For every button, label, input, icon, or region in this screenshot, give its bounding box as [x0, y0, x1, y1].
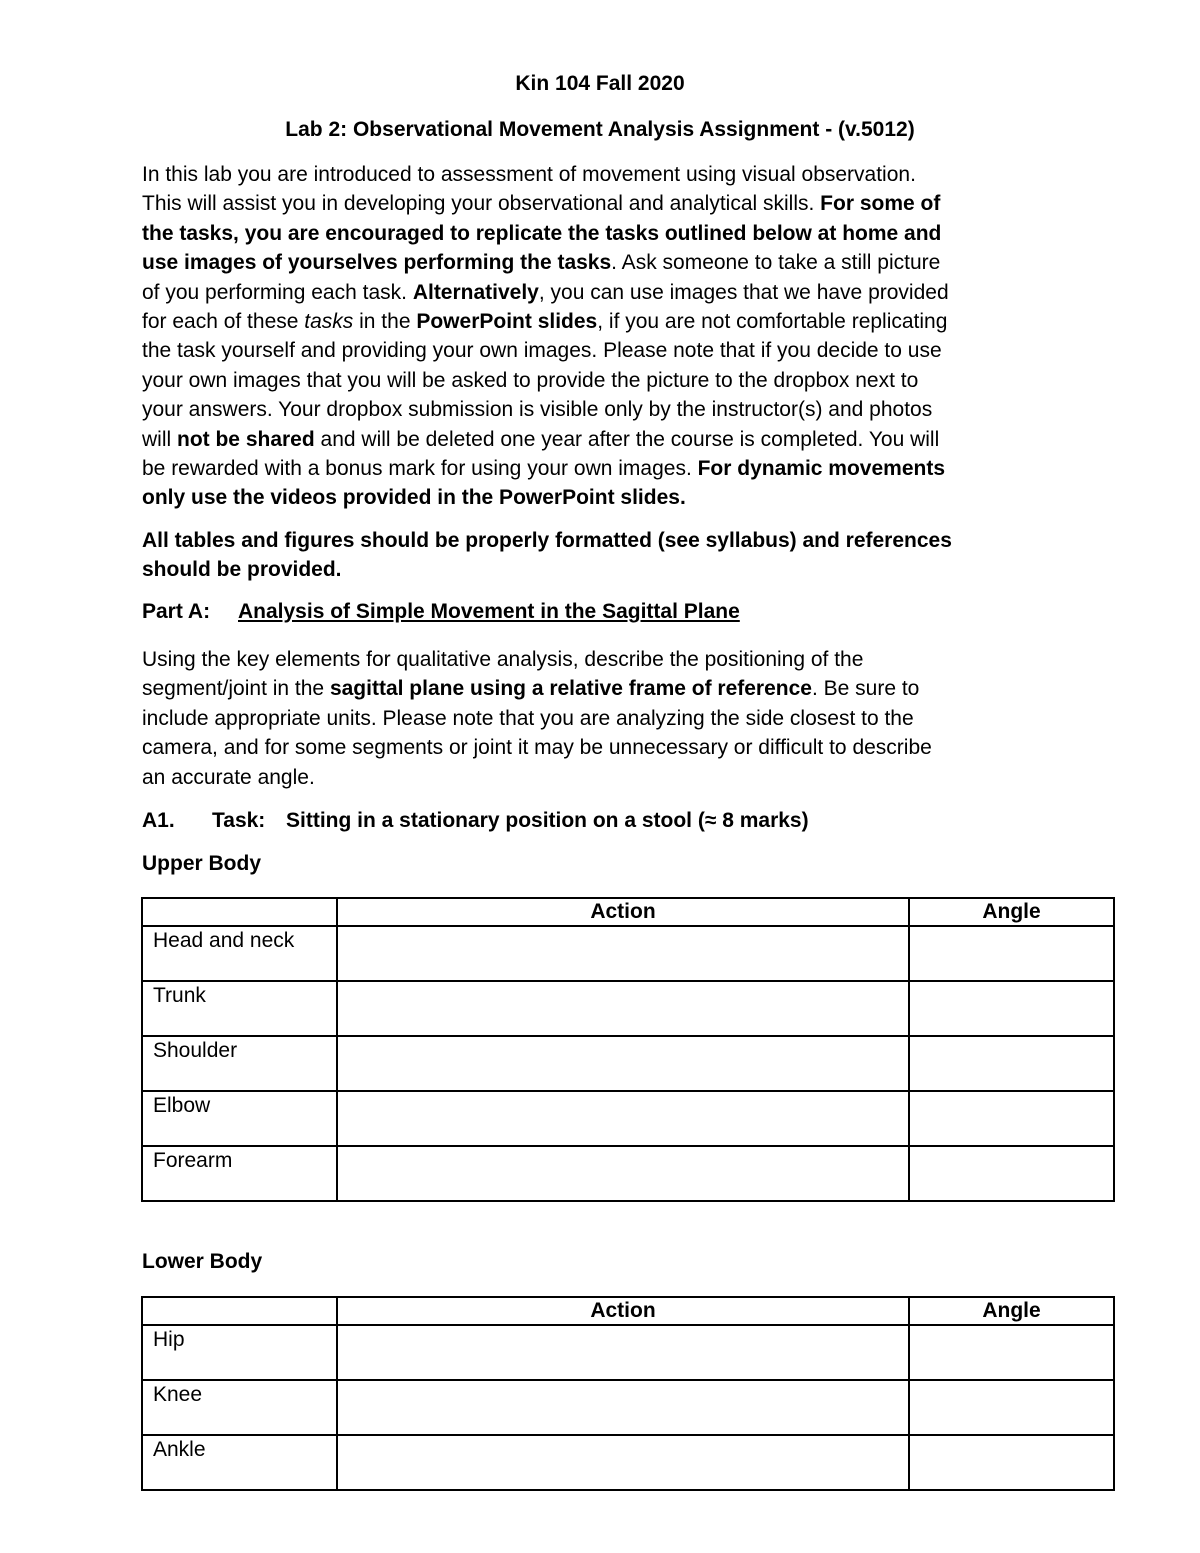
action-cell[interactable]	[337, 1091, 909, 1146]
row-label: Shoulder	[142, 1036, 337, 1091]
upper-body-heading: Upper Body	[142, 852, 262, 875]
table-row	[142, 1325, 1114, 1380]
header-cell-action: Action	[337, 1297, 909, 1325]
row-label: Hip	[142, 1325, 337, 1380]
note-line: All tables and figures should be properly formatted (see syllabus) and references	[142, 529, 952, 552]
action-cell[interactable]	[337, 1036, 909, 1091]
action-cell[interactable]	[337, 926, 909, 981]
note-line: should be provided.	[142, 558, 342, 582]
angle-cell[interactable]	[909, 1325, 1114, 1380]
text-bold: not be shared	[177, 427, 315, 451]
intro-line: only use the videos provided in the PowerPoint slides.	[142, 486, 686, 510]
text-italic: tasks	[304, 310, 354, 334]
action-cell[interactable]	[337, 1380, 909, 1435]
text: and will be deleted one year after the course is completed. You will	[314, 427, 940, 451]
intro-paragraph	[142, 160, 1072, 513]
header-cell-blank	[142, 1297, 337, 1325]
angle-cell[interactable]	[909, 1435, 1114, 1490]
intro-line	[142, 307, 1072, 336]
header-cell-angle: Angle	[909, 1297, 1114, 1325]
part-a-line: camera, and for some segments or joint it may be unnecessary or difficult to describe	[142, 736, 932, 760]
intro-line	[142, 454, 1072, 483]
table-row	[142, 981, 1114, 1036]
row-label: Ankle	[142, 1435, 337, 1490]
intro-line	[142, 189, 1072, 218]
angle-cell[interactable]	[909, 1036, 1114, 1091]
part-a-line: Using the key elements for qualitative analysis, describe the positioning of the	[142, 648, 864, 671]
intro-line	[142, 278, 1072, 307]
angle-cell[interactable]	[909, 981, 1114, 1036]
row-label: Knee	[142, 1380, 337, 1435]
action-cell[interactable]	[337, 1435, 909, 1490]
text: in the	[353, 310, 417, 334]
text: , if you are not comfortable replicating	[597, 310, 948, 334]
row-label: Trunk	[142, 981, 337, 1036]
table-row	[142, 1146, 1114, 1201]
text-bold: For dynamic movements	[697, 457, 946, 481]
text-bold: use images of yourselves performing the tasks	[142, 251, 612, 275]
lower-body-table	[141, 1296, 1115, 1491]
intro-line: In this lab you are introduced to assessment of movement using visual observation.	[142, 163, 916, 186]
task-number: A1.	[142, 809, 175, 832]
upper-body-table	[141, 897, 1115, 1202]
lab-title: Lab 2: Observational Movement Analysis Assignment - (v.5012)	[285, 118, 915, 141]
text: will	[142, 427, 177, 451]
row-label: Head and neck	[142, 926, 337, 981]
text-bold: sagittal plane using a relative frame of reference	[329, 677, 812, 701]
angle-cell[interactable]	[909, 1380, 1114, 1435]
action-cell[interactable]	[337, 1146, 909, 1201]
formatting-note	[142, 526, 1072, 585]
part-a-line	[142, 674, 1072, 703]
table-header-row	[142, 898, 1114, 926]
table-row	[142, 1380, 1114, 1435]
task-description: Sitting in a stationary position on a stool (≈ 8 marks)	[286, 809, 809, 832]
header-cell-angle: Angle	[909, 898, 1114, 926]
table-row	[142, 1435, 1114, 1490]
text: , you can use images that we have provided	[538, 280, 949, 304]
part-a-label: Part A:	[142, 600, 211, 623]
part-a-paragraph	[142, 645, 1072, 792]
angle-cell[interactable]	[909, 926, 1114, 981]
text: segment/joint in the	[142, 677, 330, 701]
intro-line	[142, 248, 1072, 277]
text: be rewarded with a bonus mark for using your own images.	[142, 457, 698, 481]
part-a-line: an accurate angle.	[142, 765, 315, 789]
text: . Be sure to	[811, 677, 920, 701]
text: This will assist you in developing your observational and analytical skills.	[142, 192, 821, 216]
intro-line: the tasks, you are encouraged to replicate the tasks outlined below at home and	[142, 221, 942, 245]
angle-cell[interactable]	[909, 1091, 1114, 1146]
intro-line	[142, 425, 1072, 454]
text-bold: For some of	[820, 192, 941, 216]
intro-line: the task yourself and providing your own images. Please note that if you decide to use	[142, 339, 942, 363]
part-a-line: include appropriate units. Please note that you are analyzing the side closest to the	[142, 706, 914, 730]
row-label: Forearm	[142, 1146, 337, 1201]
text-bold: PowerPoint slides	[416, 310, 598, 334]
part-a-title: Analysis of Simple Movement in the Sagittal Plane	[238, 600, 740, 623]
table-row	[142, 1091, 1114, 1146]
text: of you performing each task.	[142, 280, 413, 304]
table-row	[142, 1036, 1114, 1091]
text-bold: Alternatively	[412, 280, 539, 304]
table-row	[142, 926, 1114, 981]
course-title: Kin 104 Fall 2020	[515, 72, 685, 95]
table-header-row	[142, 1297, 1114, 1325]
text: for each of these	[142, 310, 305, 334]
task-label: Task:	[212, 809, 266, 832]
action-cell[interactable]	[337, 1325, 909, 1380]
intro-line: your answers. Your dropbox submission is visible only by the instructor(s) and photos	[142, 398, 933, 422]
intro-line: your own images that you will be asked to provide the picture to the dropbox next to	[142, 368, 919, 392]
angle-cell[interactable]	[909, 1146, 1114, 1201]
lower-body-heading: Lower Body	[142, 1250, 263, 1273]
action-cell[interactable]	[337, 981, 909, 1036]
row-label: Elbow	[142, 1091, 337, 1146]
header-cell-action: Action	[337, 898, 909, 926]
header-cell-blank	[142, 898, 337, 926]
text: . Ask someone to take a still picture	[611, 251, 941, 275]
